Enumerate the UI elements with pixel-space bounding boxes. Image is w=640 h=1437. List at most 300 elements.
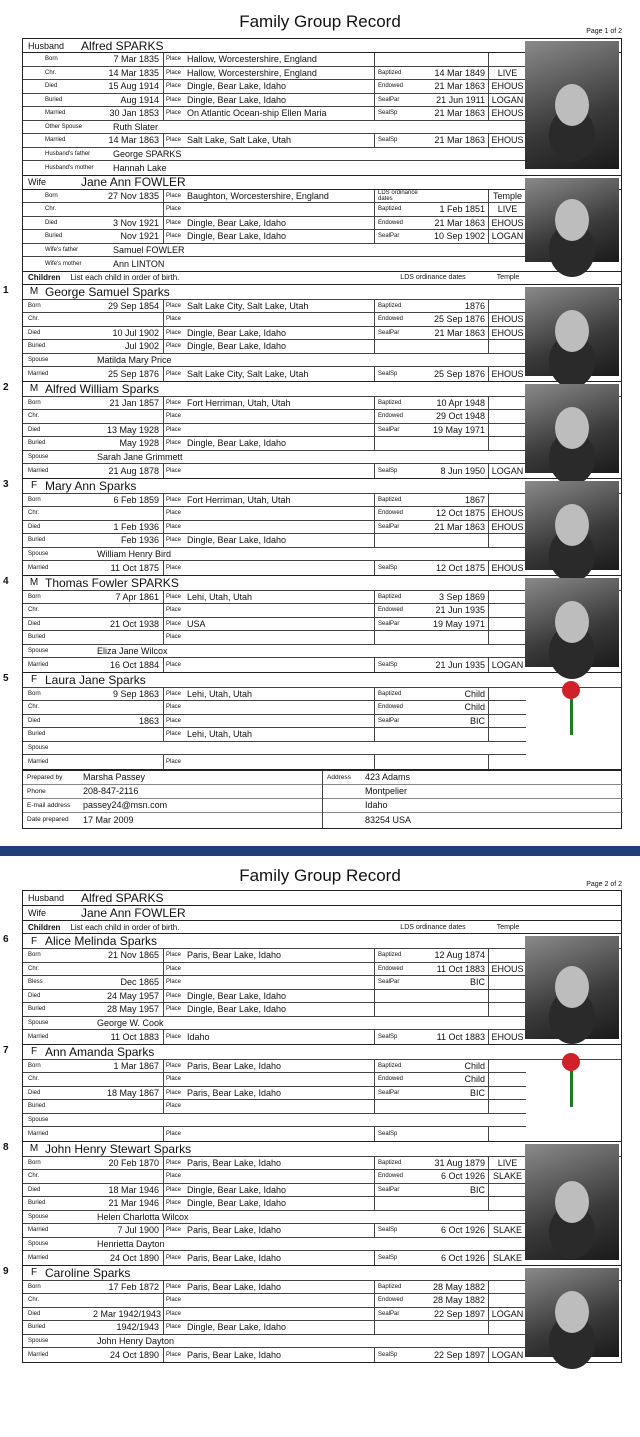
ordinance-date: BIC [469,715,485,726]
event-row [23,949,526,963]
place-label: Place [163,80,187,93]
place-label: Place [163,1197,187,1210]
event-place: Lehi, Utah, Utah [187,591,253,602]
event-date: 25 Sep 1876 [107,368,159,379]
event-row [23,397,526,411]
ordinance-date: Child [464,1060,485,1071]
place-label: Place [163,604,187,617]
child-events [23,494,526,575]
ordinance-label: Endowed [374,1073,424,1086]
event-date: 21 Jan 1857 [109,397,159,408]
event-label: Married [28,1227,49,1234]
event-row [23,1224,526,1238]
temple-code: EHOUS [488,313,526,326]
child-sex: F [30,1046,38,1057]
event-row [23,990,526,1004]
place-label: Place [163,631,187,644]
record-page-2 [0,856,640,1437]
ordinance-label [374,437,424,450]
place-label: Place [163,107,187,120]
event-label: Born [28,1283,41,1290]
event-label: Died [28,1089,41,1096]
child-sex: M [29,383,39,394]
spouse-name: John Henry Dayton [97,1335,175,1346]
ordinance-date: 3 Sep 1869 [438,591,485,602]
event-date: 7 Mar 1835 [113,54,159,65]
event-label: Spouse [28,1213,49,1220]
place-label: Place [163,67,187,80]
temple-code [488,618,526,631]
child-number: 1 [3,284,9,296]
wife-photo [525,178,619,262]
date-prepared: 17 Mar 2009 [83,814,134,825]
event-place: Dingle, Bear Lake, Idaho [187,327,287,338]
event-date: 29 Sep 1854 [107,300,159,311]
event-row [23,203,526,217]
temple-code: LOGAN [488,1308,526,1321]
event-row [23,1127,526,1141]
event-date: 6 Feb 1859 [113,494,159,505]
ordinance-label [374,53,424,66]
ordinance-date: 11 Oct 1883 [436,963,485,974]
temple-code: EHOUS [488,107,526,120]
temple-code [488,755,526,769]
event-place: Lehi, Utah, Utah [187,688,253,699]
event-label: Died [28,523,41,530]
ordinance-label: SealSp [374,658,424,672]
ordinance-label [374,728,424,741]
event-date: 7 Jul 1900 [117,1225,159,1236]
child-block [3,934,621,1045]
event-row [23,230,526,244]
child-number: 4 [3,575,9,587]
event-label: Buried [28,731,46,738]
event-label: Born [28,399,41,406]
event-label: Married [28,758,49,765]
event-label: Chr. [28,965,40,972]
temple-code: EHOUS [488,521,526,534]
ordinance-label: Baptized [374,1281,424,1294]
ordinance-label: Endowed [374,410,424,423]
place-label: Place [163,410,187,423]
child-number: 9 [3,1265,9,1277]
event-label: Chr. [28,316,40,323]
event-date: 28 May 1957 [106,1004,159,1015]
temple-code [488,1003,526,1016]
event-row [23,1197,526,1211]
event-date: 14 Mar 1863 [108,135,159,146]
child-block [3,284,621,382]
event-label: Spouse [28,1240,49,1247]
place-label: Place [163,134,187,147]
temple-code: EHOUS [488,963,526,976]
spouse-name: Helen Charlotta Wilcox [97,1211,189,1222]
event-place: On Atlantic Ocean-ship Ellen Maria [187,108,327,119]
ordinance-date: 21 Mar 1863 [434,327,485,338]
event-row [23,313,526,327]
event-label: Married [28,370,49,377]
event-label: Buried [28,634,46,641]
ordinance-label: Endowed [374,313,424,326]
page-title-2: Family Group Record [239,866,401,885]
place-label: Place [163,94,187,107]
event-label: Married [45,137,66,144]
event-label: Married [28,564,49,571]
child-block [3,381,621,479]
event-place: Paris, Bear Lake, Idaho [187,1157,282,1168]
child-number: 7 [3,1044,9,1056]
place-label: Place [163,230,187,243]
place-label: Place [163,1251,187,1265]
event-date: 11 Oct 1883 [110,1031,159,1042]
place-label: Place [163,494,187,507]
event-label: Died [28,1310,41,1317]
event-row [23,67,526,81]
place-label: Place [163,437,187,450]
child-photo [525,1268,619,1357]
event-place: Dingle, Bear Lake, Idaho [187,94,287,105]
ordinance-label: SealPar [374,1087,424,1100]
event-place: Fort Herriman, Utah, Utah [187,397,291,408]
event-label: Married [28,661,49,668]
husband-section [23,39,621,176]
child-block [3,478,621,576]
event-row [23,1251,526,1265]
event-row [23,300,526,314]
event-date: 27 Nov 1835 [107,190,159,201]
event-label: Buried [28,1103,46,1110]
event-label: Chr. [45,206,57,213]
child-name-row [3,1044,621,1060]
event-place: Dingle, Bear Lake, Idaho [187,1184,287,1195]
temple-code [488,1281,526,1294]
event-row [23,1238,526,1252]
event-row [23,217,526,231]
event-row [23,658,526,672]
child-name: Laura Jane Sparks [45,672,146,687]
ordinance-date: 31 Aug 1879 [434,1157,485,1168]
event-label: Chr. [28,607,40,614]
ordinance-label: SealSp [374,1030,424,1044]
temple-code: Temple [488,190,526,203]
father-name: Samuel FOWLER [113,244,185,255]
place-label: Place [163,728,187,741]
place-label: Place [163,1003,187,1016]
ordinance-date: 25 Sep 1876 [433,314,485,325]
place-label: Place [163,507,187,520]
spouse-name: Matilda Mary Price [97,354,172,365]
event-place: Paris, Bear Lake, Idaho [187,1087,282,1098]
wife-name-2: Jane Ann FOWLER [81,906,186,920]
temple-code [488,437,526,450]
place-label: Place [163,1321,187,1334]
event-label: Chr. [28,704,40,711]
wife-label: Wife [28,177,46,187]
event-place: Dingle, Bear Lake, Idaho [187,1322,287,1333]
temple-code [488,53,526,66]
place-label: Place [163,397,187,410]
place-label: Place [163,367,187,381]
child-photo [525,578,619,667]
event-label: Born [28,1062,41,1069]
child-photo [525,384,619,473]
event-date: 14 Mar 1835 [108,67,159,78]
event-row [23,688,526,702]
event-row [23,451,526,465]
child-block [3,672,621,770]
event-place: Hallow, Worcestershire, England [187,67,317,78]
event-place: Paris, Bear Lake, Idaho [187,1060,282,1071]
event-place: Salt Lake City, Salt Lake, Utah [187,300,309,311]
ordinance-date: 19 May 1971 [432,424,485,435]
event-date: 10 Jul 1902 [112,327,159,338]
event-row [23,1017,526,1031]
event-date: Jul 1902 [124,341,159,352]
event-place: Dingle, Bear Lake, Idaho [187,990,287,1001]
temple-code: LIVE [488,1157,526,1170]
temple-code: EHOUS [488,217,526,230]
temple-code: LIVE [488,203,526,216]
child-name: Ann Amanda Sparks [45,1044,155,1059]
ordinance-label: SealPar [374,521,424,534]
event-label: Died [28,426,41,433]
temple-code: LOGAN [488,94,526,107]
child-name: Alfred William Sparks [45,381,160,396]
event-date: 9 Sep 1863 [112,688,159,699]
temple-code: SLAKE [488,1224,526,1237]
husband-label: Husband [28,40,65,51]
event-place: Baughton, Worcestershire, England [187,190,329,201]
temple-code [488,728,526,741]
child-events [23,300,526,381]
event-place: Dingle, Bear Lake, Idaho [187,81,287,92]
temple-code: EHOUS [488,327,526,340]
place-label: Place [163,1184,187,1197]
place-label: Place [163,300,187,313]
spouse-name: George W. Cook [97,1017,164,1028]
temple-code: EHOUS [488,367,526,381]
event-date: 20 Feb 1870 [108,1157,159,1168]
ordinance-label: SealPar [374,976,424,989]
ordinance-date: 21 Jun 1935 [435,605,485,616]
ordinance-label: Baptized [374,1157,424,1170]
temple-code [488,1294,526,1307]
ordinance-date: 6 Oct 1926 [440,1225,485,1236]
event-row [23,534,526,548]
ordinance-label: Baptized [374,1060,424,1073]
ordinance-date: 19 May 1971 [432,618,485,629]
event-row [23,1003,526,1017]
place-label: Place [163,424,187,437]
page-separator [0,846,640,856]
temple-code [488,591,526,604]
event-place: Paris, Bear Lake, Idaho [187,950,282,961]
event-row [23,645,526,659]
event-label: Buried [28,1200,46,1207]
ordinance-label [374,534,424,547]
father-label: Wife's father [45,246,79,253]
event-label: Born [45,192,58,199]
event-date: 21 Mar 1946 [108,1198,159,1209]
event-label: Married [28,1130,49,1137]
event-row [23,1060,526,1074]
place-label: Place [163,1087,187,1100]
place-label: Place [163,53,187,66]
event-label: Born [28,302,41,309]
temple-code: LOGAN [488,1348,526,1362]
event-row [23,1157,526,1171]
event-place: Salt Lake City, Salt Lake, Utah [187,368,309,379]
event-row [23,1114,526,1128]
event-date: 15 Aug 1914 [108,81,159,92]
temple-code [488,990,526,1003]
ordinance-label: Baptized [374,591,424,604]
temple-code [488,424,526,437]
event-label: Buried [28,343,46,350]
event-date: 21 Oct 1938 [109,618,159,629]
event-date: Dec 1865 [120,977,159,988]
event-place: Dingle, Bear Lake, Idaho [187,535,287,546]
event-date: 3 Nov 1921 [112,217,159,228]
child-name: Thomas Fowler SPARKS [45,575,179,590]
ordinance-label: SealSp [374,464,424,478]
temple-code: EHOUS [488,134,526,147]
ordinance-date: BIC [469,977,485,988]
ordinance-label: SealPar [374,1308,424,1321]
ordinance-date: Child [464,1074,485,1085]
event-place: Dingle, Bear Lake, Idaho [187,1198,287,1209]
child-events [23,949,526,1044]
ordinance-date: BIC [469,1184,485,1195]
ordinance-date: 21 Jun 1935 [435,659,485,670]
child-name-row [3,672,621,688]
address-line-4: 83254 USA [365,814,412,825]
event-date: 24 Oct 1890 [109,1349,159,1360]
event-label: Chr. [45,69,57,76]
event-date: Nov 1921 [120,231,159,242]
event-place: Paris, Bear Lake, Idaho [187,1349,282,1360]
event-label: Buried [45,96,63,103]
father-label: Husband's father [45,150,91,157]
event-row [23,507,526,521]
ordinance-date: 1 Feb 1851 [439,204,485,215]
temple-code [488,494,526,507]
temple-code [488,701,526,714]
temple-code [488,976,526,989]
child-number: 2 [3,381,9,393]
wife-section [23,176,621,272]
ordinance-label [374,1197,424,1210]
event-row [23,604,526,618]
ordinance-date: BIC [469,1087,485,1098]
event-date: 18 Mar 1946 [108,1184,159,1195]
temple-code [488,410,526,423]
child-photo [525,1144,619,1260]
place-label: Place [163,701,187,714]
event-row [23,1073,526,1087]
event-row [23,755,526,769]
event-row [23,1211,526,1225]
place-label: Place [163,963,187,976]
temple-code [488,715,526,728]
children-header: Children List each child in order of birth. LDS ordinance dates Temple [23,272,621,285]
event-label: Chr. [28,510,40,517]
child-events [23,1157,526,1265]
event-date: 11 Oct 1875 [110,562,159,573]
event-row [23,728,526,742]
event-label: Married [45,110,66,117]
child-sex: F [30,674,38,685]
address-line-2: Montpelier [365,786,408,796]
email: passey24@msn.com [83,800,168,810]
event-label: Bless [28,979,43,986]
place-label: Place [163,1348,187,1362]
ordinance-date: 12 Aug 1874 [434,950,485,961]
ordinance-label [374,1321,424,1334]
event-row [23,80,526,94]
event-label: Married [28,1033,49,1040]
wife-name: Jane Ann FOWLER [81,175,186,189]
place-label: Place [163,591,187,604]
event-place: Dingle, Bear Lake, Idaho [187,217,287,228]
child-number: 8 [3,1141,9,1153]
record-frame-2: Husband Alfred SPARKS Wife Jane Ann FOWLER Children List each child in order of birth. LDS ordinance dates Temple 6 F Alice Melinda Sparks Born 21 Nov 1865 Place Paris, Bear Lake, Idaho Baptized 12 Aug 1874 Chr. Place Endowed 11 Oct 1883 EHOUS Bless Dec 1865 Place SealPar BIC Died 24 May 1957 Place Dingle, Bear Lake, Idaho Buried 28 May 1957 Place Dingle, Bear Lake, Idaho Spouse George W. Cook Married 11 Oct 1883 Place Idaho SealSp 11 Oct 1883 EHOUS 7 F Ann Amanda Sparks Born 1 Mar 1867 Place Paris, Bear Lake, Idaho Baptized Child Chr. Place Endowed Child Died 18 May 1867 Place Paris, Bear Lake, Idaho SealPar BIC Buried Place Spouse Married Place SealSp 8 M John Henry Stewart Sparks Born 20 Feb 1870 Place Paris, Bear Lake, Idaho Baptized 31 Aug 1879 LIVE Chr. Place Endowed 6 Oct 1926 SLAKE Died 18 Mar 1946 Place Dingle, Bear Lake, Idaho SealPar BIC Buried 21 Mar 1946 Place Dingle, Bear Lake, Idaho Spouse Helen Charlotta Wilcox Married 7 Jul 1900 Place Paris, Bear Lake, Idaho SealSp 6 Oct 1926 SLAKE Spouse Henrietta Dayton Married 24 Oct 1890 Place Paris, Bear Lake, Idaho SealSp 6 Oct 1926 SLAKE 9 F Caroline Sparks Born 17 Feb 1872 Place Paris, Bear Lake, Idaho Baptized 28 May 1882 Chr. Place Endowed 28 May 1882 Died 2 Mar 1942/1943 Place SealPar 22 Sep 1897 LOGAN Buried 1942/1943 Place Dingle, Bear Lake, Idaho Spouse John Henry Dayton Married 24 Oct 1890 Place Paris, Bear Lake, Idaho SealSp 22 Sep 1897 LOGAN [22,890,622,1363]
child-photo [525,481,619,570]
event-label: Buried [28,1324,46,1331]
child-photo [525,936,619,1039]
ordinance-date: 29 Oct 1948 [435,411,485,422]
event-row [23,561,526,575]
event-place: Salt Lake, Salt Lake, Utah [187,135,292,146]
place-label: Place [163,1308,187,1321]
event-place: Dingle, Bear Lake, Idaho [187,231,287,242]
ordinance-date: 10 Sep 1902 [433,231,485,242]
event-row [23,1294,526,1308]
child-name: George Samuel Sparks [45,284,170,299]
event-row [23,1308,526,1322]
ordinance-label: SealPar [374,94,424,107]
ordinance-date: 21 Mar 1863 [434,108,485,119]
mother-label: Husband's mother [45,164,94,171]
place-label: Place [163,521,187,534]
ordinance-date: 12 Oct 1875 [435,562,485,573]
ordinance-label: Baptized [374,397,424,410]
temple-code: EHOUS [488,80,526,93]
event-row [23,94,526,108]
ordinance-label: SealSp [374,561,424,575]
child-sex: M [29,1143,39,1154]
ordinance-label: SealPar [374,618,424,631]
ordinance-label: SealSp [374,367,424,381]
ordinance-label [374,1003,424,1016]
ordinance-label: Endowed [374,217,424,230]
ordinance-date: Child [464,702,485,713]
event-label: Born [45,56,58,63]
event-row [23,548,526,562]
father-row [23,148,526,162]
place-label: Place [163,1157,187,1170]
event-date: 16 Oct 1884 [109,659,159,670]
ordinance-label: Baptized [374,300,424,313]
ordinance-date: 21 Jun 1911 [436,94,485,105]
event-row [23,1184,526,1198]
event-row [23,591,526,605]
ordinance-date: 21 Mar 1863 [434,81,485,92]
place-label: Place [163,755,187,769]
rose-icon [551,681,591,741]
event-date: 1 Feb 1936 [113,521,159,532]
ordinance-label [374,755,424,769]
